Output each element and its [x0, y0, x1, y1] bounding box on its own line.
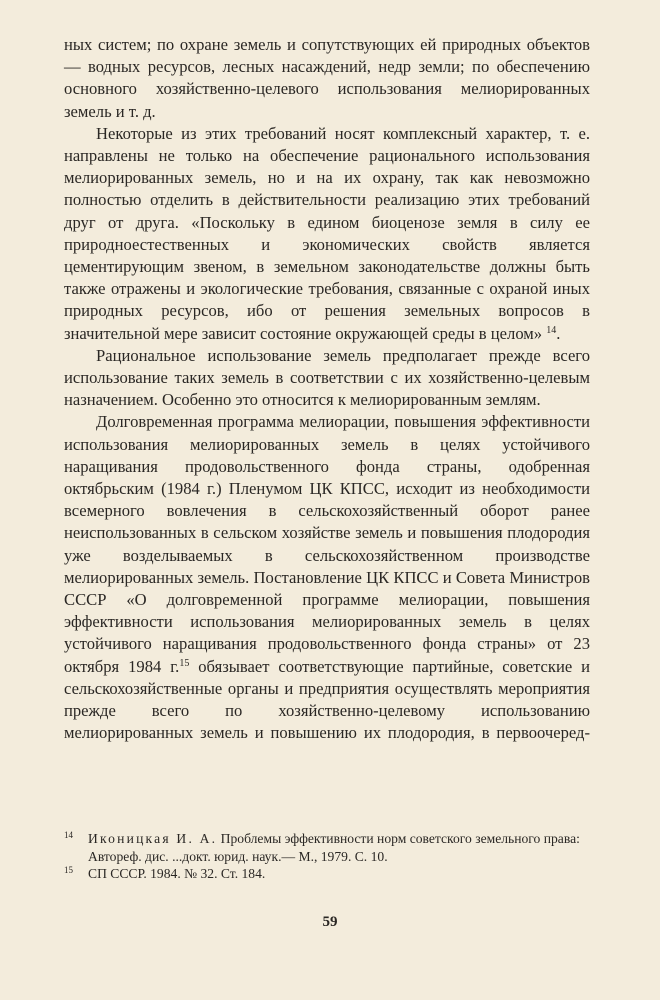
paragraph-text: Долговременная программа мелиорации, повышения эффективности использования мелиорированных земель в целях устойчивого наращивания продовольственного фонда страны, одобренная октябрьским (1984 г.) Пленумом ЦК КПСС, исходит из необходимости всемерного вовлечения в сельскохозяйственный оборот ранее неиспользованных в сельском хозяйстве земель и повышения плодородия уже возделываемых в сельскохозяйственном производстве мелиорированных земель. Постановление ЦК КПСС и Совета Министров СССР «О долговременной программе мелиорации, повышения эффективности использования мелиорированных земель в целях устойчивого наращивания продовольственного фонда страны» от 23 октября 1984 г. — [64, 412, 590, 676]
paragraph-requirements — [64, 123, 590, 345]
footnote-author: Иконицкая И. А. — [88, 831, 218, 846]
main-text — [64, 34, 590, 745]
footnotes — [64, 830, 590, 883]
paragraph-program — [64, 411, 590, 744]
paragraph-text-end: . — [556, 323, 561, 343]
paragraph-text: Некоторые из этих требований носят комплексный характер, т. е. направлены не только на обеспечение рационального использования мелиорированных земель, но и на их охрану, так как невозможно полностью отделить в действительности реализацию этих требований друг от друга. «Поскольку в едином биоценозе земля в силу ее природноестественных и экономических свойств является цементирующим звеном, в земельном законодательстве должны быть также отражены и экологические требования, связанные с охраной иных природных ресурсов, ибо от решения земельных вопросов в значительной мере зависит состояние окружающей среды в целом» — [64, 123, 590, 343]
paragraph-rational-use: Рациональное использование земель предполагает прежде всего использование таких земель в соответствии с их хозяйственно-целевым назначением. Особенно это относится к мелиорированным землям. — [64, 345, 590, 410]
page-number: 59 — [322, 914, 338, 930]
footnote-text: Проблемы эффективности норм советского земельного права: Автореф. дис. ...докт. юрид. наук.— М., 1979. С. 10. — [88, 831, 580, 864]
footnote-14 — [64, 830, 590, 865]
paragraph-text-end: обязывает соответствующие партийные, советские и сельскохозяйственные органы и предприятия осуществлять мероприятия прежде всего по хозяйственно-целевому использованию мелиорированных земель и повышению их плодородия, в первоочеред- — [64, 656, 590, 743]
footnote-number: 14 — [64, 830, 73, 840]
footnote-text: СП СССР. 1984. № 32. Ст. 184. — [88, 866, 266, 881]
paragraph-continued: ных систем; по охране земель и сопутствующих ей природных объектов — водных ресурсов, лесных насаждений, недр земли; по обеспечению основного хозяйственно-целевого использования мелиорированных земель и т. д. — [64, 35, 590, 121]
footnote-ref-14[interactable]: 14 — [546, 324, 557, 336]
footnote-number: 15 — [64, 865, 73, 875]
footnote-ref-15[interactable]: 15 — [179, 657, 190, 669]
footnote-15 — [64, 865, 590, 883]
